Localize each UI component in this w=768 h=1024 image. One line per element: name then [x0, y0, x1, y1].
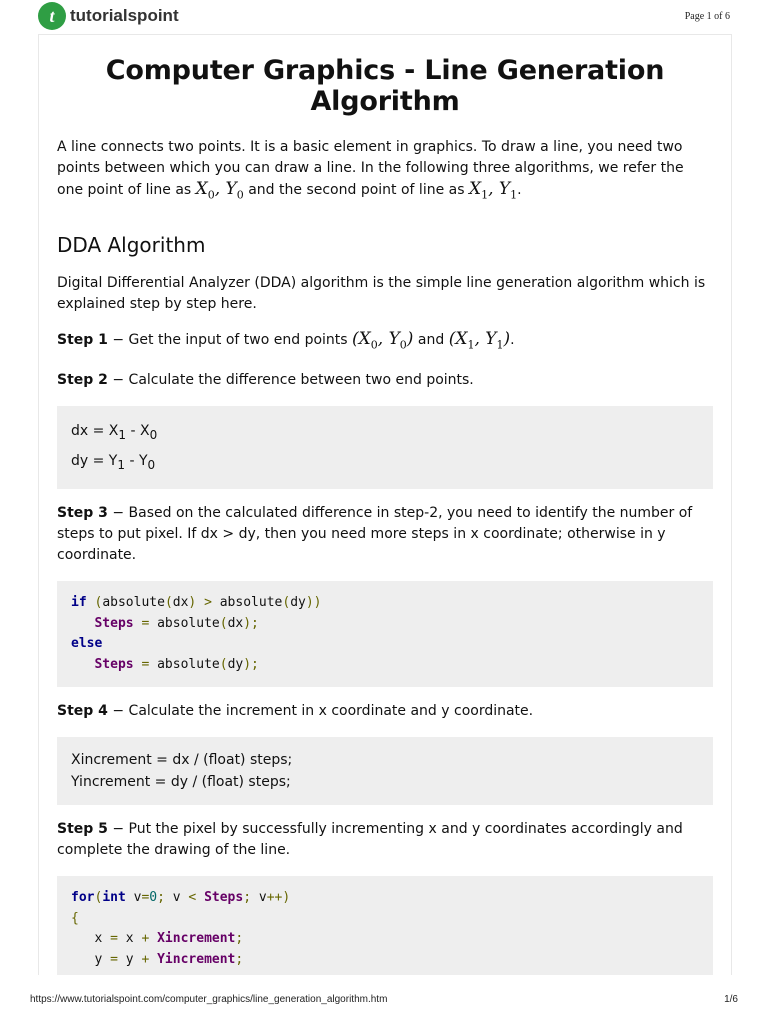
code-block-difference: [57, 406, 713, 490]
page-title: Computer Graphics - Line Generation Algorithm: [105, 55, 665, 117]
logo-text: tutorialspoint: [70, 6, 179, 25]
step-text: − Based on the calculated difference in step-2, you need to identify the number of steps to put pixel. If dx > dy, then you need more steps in x coordinate; otherwise in y coordinate.: [57, 505, 693, 564]
step-1: [57, 329, 713, 355]
step-text: − Calculate the increment in x coordinate and y coordinate.: [107, 703, 534, 720]
logo-icon: [38, 2, 66, 30]
point-end: ($X_1$, $Y_1$): [448, 329, 511, 352]
tutorialspoint-logo[interactable]: [38, 2, 179, 30]
step-text: .: [510, 332, 515, 349]
intro-text-2: and the second point of line as: [243, 182, 469, 198]
document-frame: [38, 34, 732, 975]
footer-url[interactable]: https://www.tutorialspoint.com/computer_graphics/line_generation_algorithm.htm: [30, 994, 388, 1005]
code-block-loop: for(int v=0; v < Steps; v++) { x = x + Xincrement; y = y + Yincrement;: [57, 876, 713, 975]
code-line: dx = $X_1 - X_0$: [71, 422, 158, 442]
step-2: [57, 370, 713, 391]
code-block-increment: [57, 737, 713, 805]
page-indicator: Page 1 of 6: [684, 11, 730, 22]
step-3: [57, 503, 713, 566]
code-line: Xincrement = dx / (float) steps;: [71, 752, 293, 769]
step-text: − Put the pixel by successfully incrementing x and y coordinates accordingly and complete the drawing of the line.: [57, 821, 683, 859]
step-text: and: [413, 332, 449, 349]
code-block-steps: if (absolute(dx) > absolute(dy)) Steps = absolute(dx); else Steps = absolute(dy);: [57, 581, 713, 687]
logo-mark: t: [49, 5, 55, 26]
point-x1-y1: $X_1$, $Y_1$: [468, 179, 518, 202]
code-line: dy = $Y_1 - Y_0$: [71, 452, 156, 472]
step-text: − Calculate the difference between two end points.: [107, 371, 474, 388]
step-label: Step 1: [57, 332, 108, 349]
step-5: [57, 819, 713, 861]
section-heading: DDA Algorithm: [57, 233, 206, 258]
step-label: Step 4: [57, 703, 108, 720]
step-label: Step 5: [57, 821, 108, 838]
article-content: [57, 35, 713, 975]
intro-text-3: .: [517, 182, 522, 198]
intro-paragraph: [57, 137, 713, 205]
page-header: [0, 0, 768, 34]
page-footer: [30, 994, 738, 1005]
step-label: Step 3: [57, 505, 108, 522]
section-description: Digital Differential Analyzer (DDA) algorithm is the simple line generation algorithm which is explained step by step here.: [57, 275, 706, 313]
step-4: [57, 701, 713, 722]
step-text: − Get the input of two end points: [107, 332, 353, 349]
point-x0-y0: $X_0$, $Y_0$: [195, 179, 244, 202]
footer-page-number: 1/6: [724, 994, 738, 1005]
intro-text-1: A line connects two points. It is a basic element in graphics. To draw a line, you need two points between which you can draw a line. In the following three algorithms, we refer the one point of line as: [57, 139, 684, 198]
code-line: Yincrement = dy / (float) steps;: [71, 774, 291, 791]
point-start: ($X_0$, $Y_0$): [352, 329, 414, 352]
step-label: Step 2: [57, 371, 108, 388]
